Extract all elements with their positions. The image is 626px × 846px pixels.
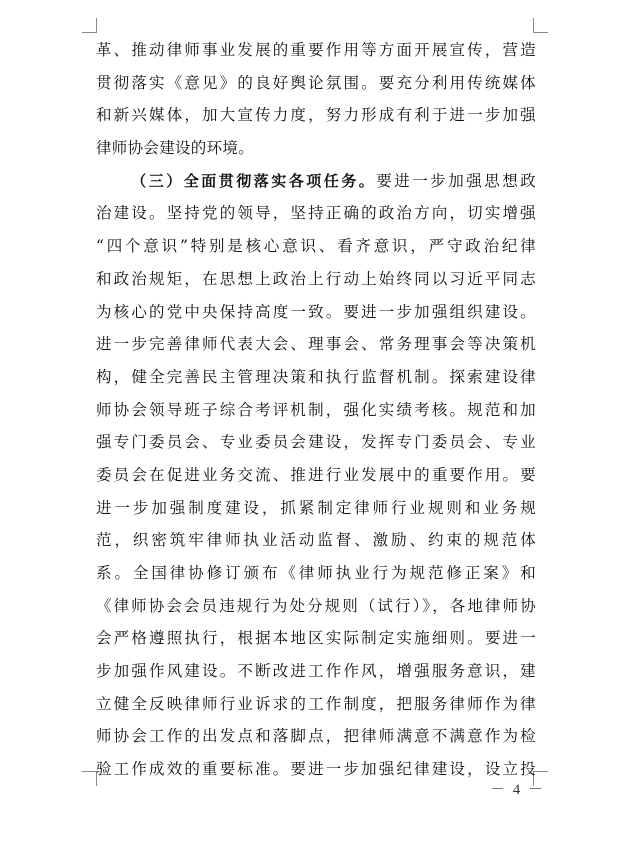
text-line: 《律师协会会员违规行为处分规则（试行）》，各地律师协 bbox=[96, 596, 536, 615]
section-heading-line bbox=[96, 165, 536, 198]
text-line: 师协会领导班子综合考评机制，强化实绩考核。规范和加 bbox=[96, 400, 536, 419]
text-line: 师协会工作的出发点和落脚点，把律师满意不满意作为检 bbox=[96, 727, 536, 746]
text-line-rest: 要进一步加强思想政 bbox=[376, 171, 537, 190]
section-heading: （三）全面贯彻落实各项任务。 bbox=[129, 171, 377, 190]
text-line: 系。全国律协修订颁布《律师执业行为规范修正案》和 bbox=[96, 564, 536, 582]
text-line: 步加强作风建设。不断改进工作作风，增强服务意识，建 bbox=[96, 662, 536, 681]
document-body bbox=[96, 34, 536, 786]
text-line: 构，健全完善民主管理决策和执行监督机制。探索建设律 bbox=[96, 367, 536, 386]
text-line: 验工作成效的重要标准。要进一步加强纪律建设，设立投 bbox=[96, 760, 536, 779]
text-line: 委员会在促进业务交流、推进行业发展中的重要作用。要 bbox=[96, 465, 536, 484]
text-line: 治建设。坚持党的领导，坚持正确的政治方向，切实增强 bbox=[96, 204, 536, 223]
text-line: 律师协会建设的环境。 bbox=[96, 139, 255, 158]
text-line: 革、推动律师事业发展的重要作用等方面开展宣传，营造 bbox=[96, 41, 536, 59]
text-line: “四个意识”特别是核心意识、看齐意识，严守政治纪律 bbox=[96, 237, 536, 256]
text-line: 进一步加强制度建设，抓紧制定律师行业规则和业务规 bbox=[96, 498, 536, 517]
text-line: 强专门委员会、专业委员会建设，发挥专门委员会、专业 bbox=[96, 433, 536, 452]
text-line: 进一步完善律师代表大会、理事会、常务理事会等决策机 bbox=[96, 335, 536, 354]
text-line: 和新兴媒体，加大宣传力度，努力形成有利于进一步加强 bbox=[96, 106, 536, 125]
text-line: 为核心的党中央保持高度一致。要进一步加强组织建设。 bbox=[96, 302, 536, 321]
page-number: － 4 － bbox=[490, 782, 546, 798]
crop-mark-bottom-left bbox=[82, 771, 97, 786]
text-line: 贯彻落实《意见》的良好舆论氛围。要充分利用传统媒体 bbox=[96, 73, 536, 92]
text-line: 和政治规矩，在思想上政治上行动上始终同以习近平同志 bbox=[96, 269, 536, 288]
text-line: 立健全反映律师行业诉求的工作制度，把服务律师作为律 bbox=[96, 694, 536, 713]
crop-mark-top-right bbox=[533, 18, 548, 33]
text-line: 会严格遵照执行，根据本地区实际制定实施细则。要进一 bbox=[96, 629, 536, 648]
crop-mark-top-left bbox=[82, 18, 97, 33]
text-line: 范，织密筑牢律师执业活动监督、激励、约束的规范体 bbox=[96, 531, 536, 550]
